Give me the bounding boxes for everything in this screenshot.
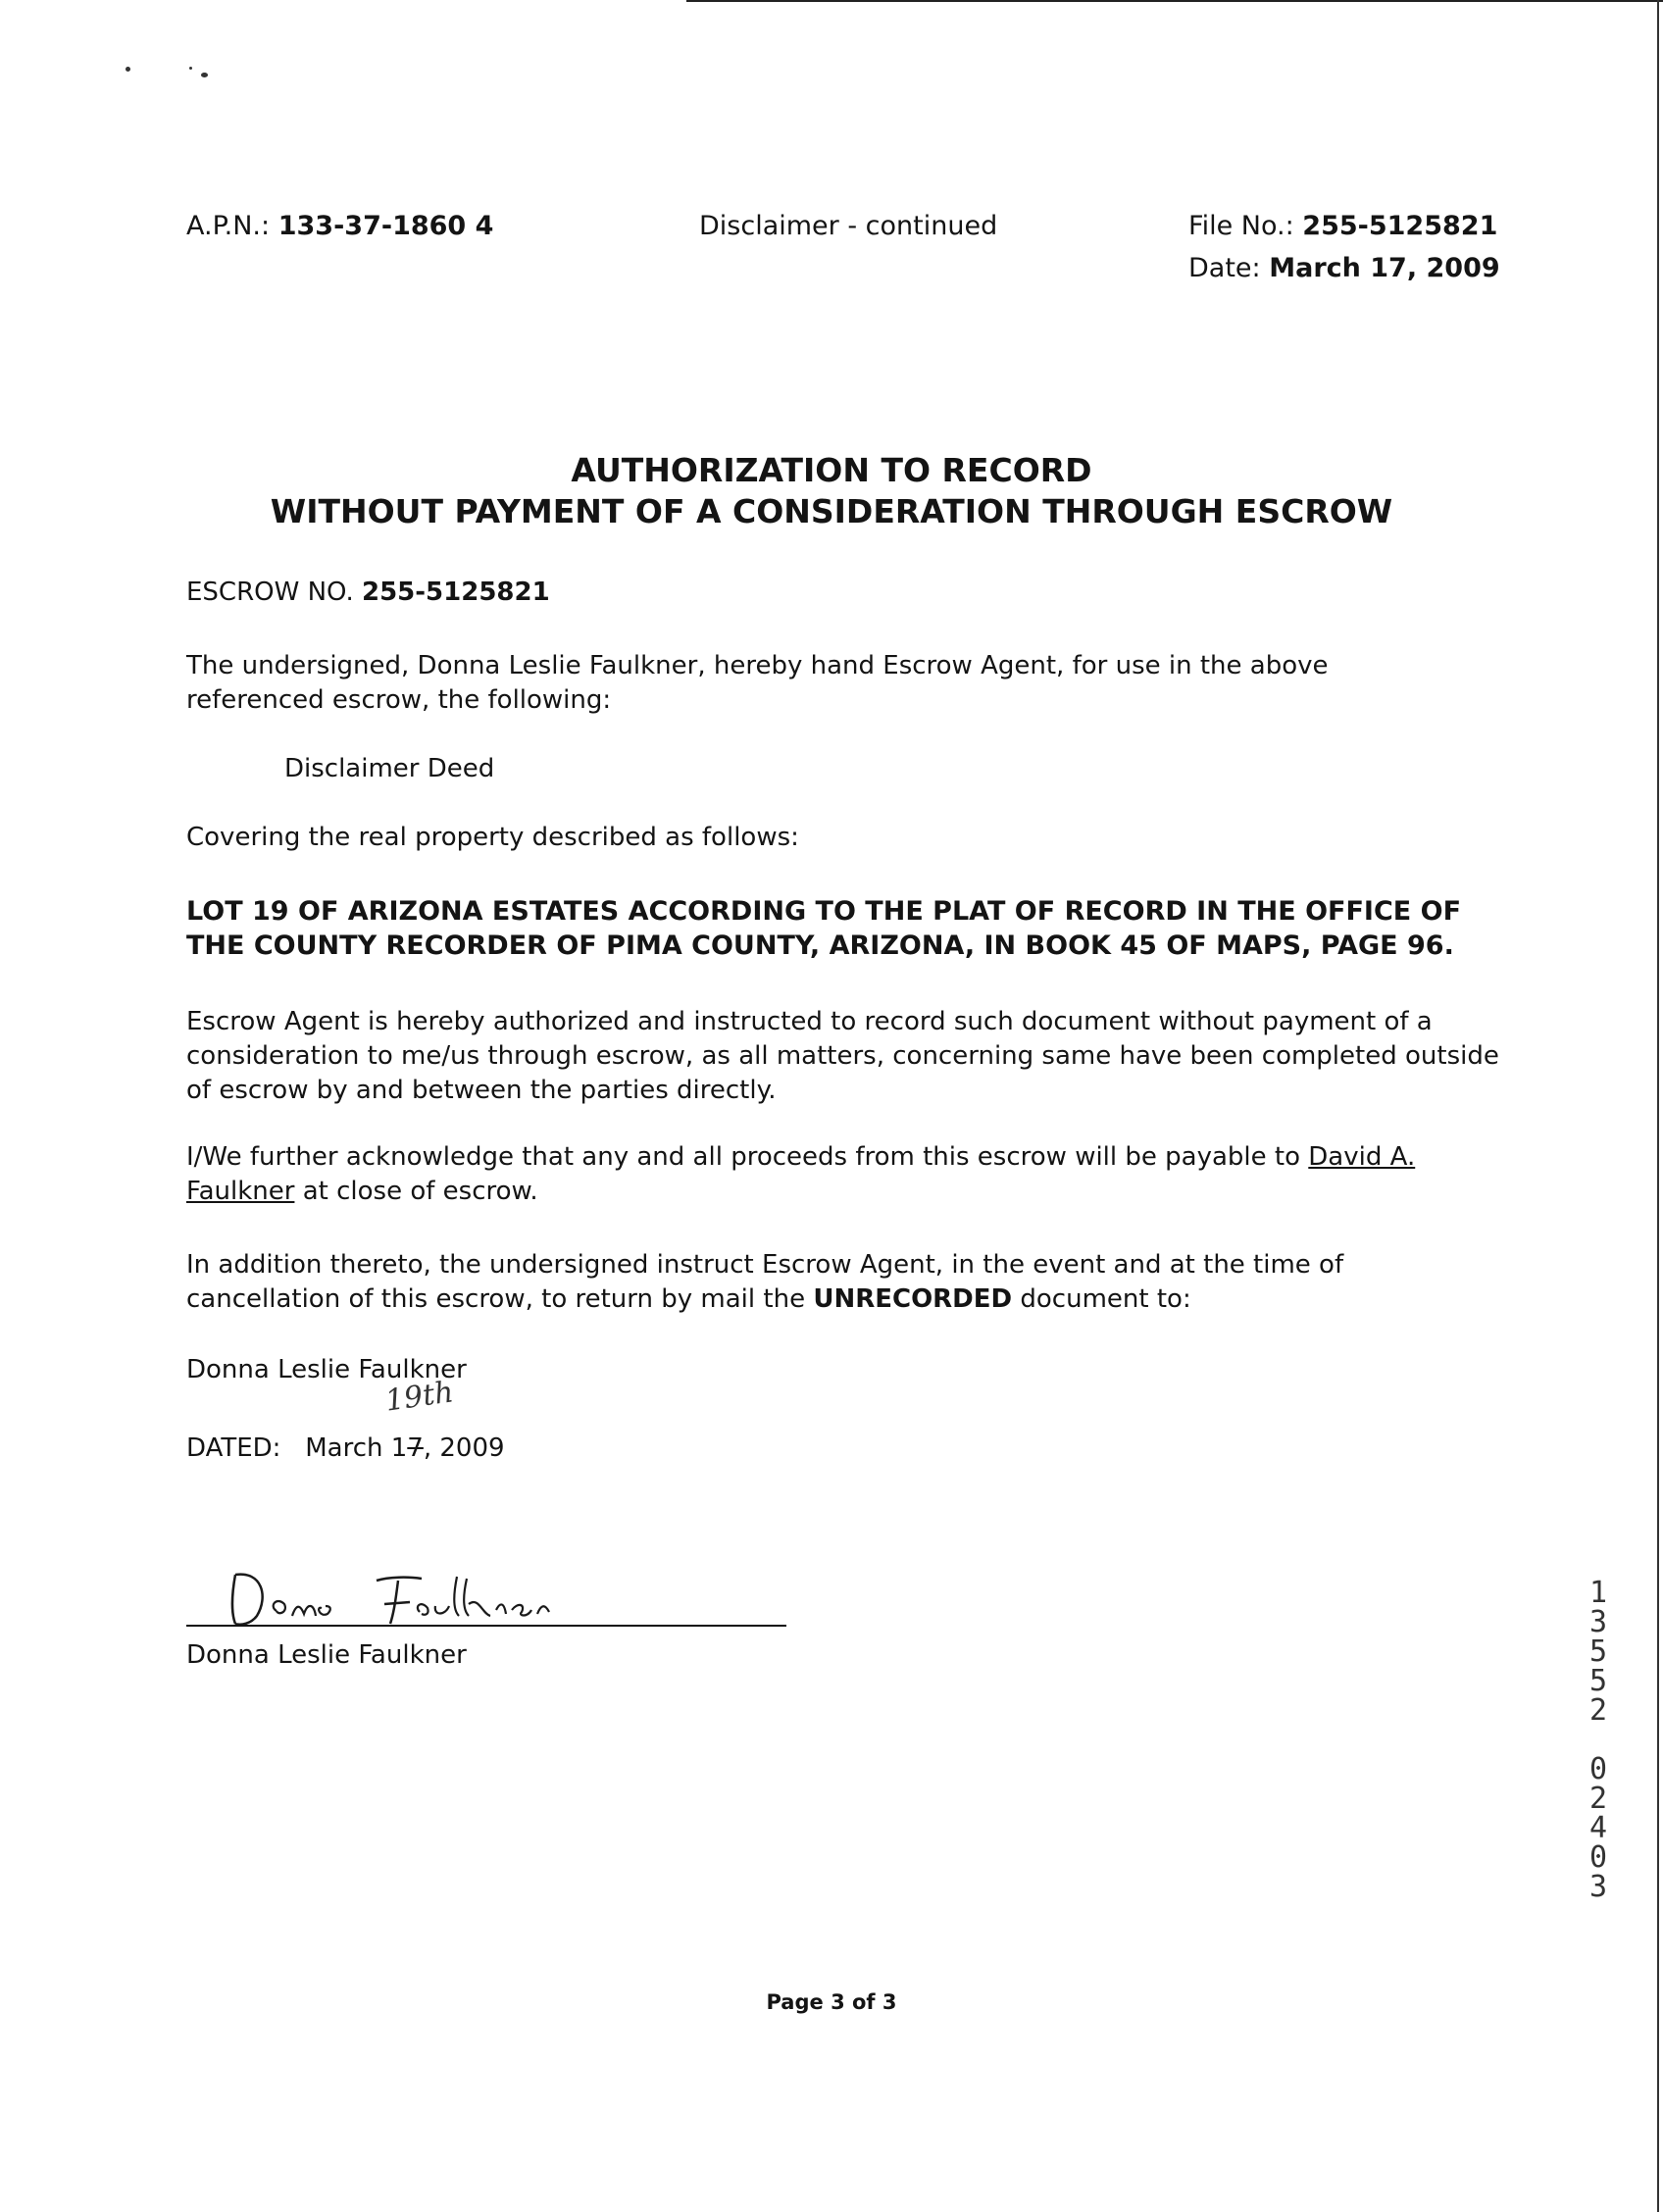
scan-speck <box>126 67 130 72</box>
apn <box>186 213 493 239</box>
authorization-paragraph: Escrow Agent is hereby authorized and instructed to record such document without payment of a consideration to me/us through escrow, as all matters, concerning same have been completed outside of escrow by and between the parties directly. <box>186 1007 1499 1105</box>
covering-text: Covering the real property described as follows: <box>186 823 799 852</box>
dated-line: DATED: March 17, 2009 <box>186 1433 505 1463</box>
legal-description: LOT 19 OF ARIZONA ESTATES ACCORDING TO THE PLAT OF RECORD IN THE OFFICE OF THE COUNTY RECORDER OF PIMA COUNTY, ARIZONA, IN BOOK 45 OF MAPS, PAGE 96. <box>186 896 1462 961</box>
recording-stamp: 1 3 5 5 2 0 2 4 0 3 <box>1588 1576 1608 1904</box>
scan-edge-top <box>686 0 1663 2</box>
struck-digit: 7 <box>407 1433 424 1463</box>
dated-label: DATED: <box>186 1433 281 1463</box>
document-name: Disclaimer Deed <box>284 754 495 783</box>
file-label: File No.: <box>1188 211 1294 241</box>
return-paragraph: In addition thereto, the undersigned instruct Escrow Agent, in the event and at the time of cancellation of this escrow, to return by mail the UNRECORDED document to: <box>186 1250 1344 1314</box>
page-number: Page 3 of 3 <box>766 1990 897 2014</box>
payee-name: David A. Faulkner <box>186 1142 1416 1206</box>
date-label: Date: <box>1188 253 1261 283</box>
file-number <box>1188 213 1497 239</box>
scan-speck <box>189 67 192 70</box>
scan-edge-right <box>1657 0 1659 2212</box>
date-correction-handwriting: 19th <box>382 1375 456 1419</box>
escrow-label: ESCROW NO. <box>186 578 354 607</box>
section-label: Disclaimer - continued <box>699 211 998 241</box>
signer-printed-name: Donna Leslie Faulkner <box>186 1640 467 1670</box>
proceeds-paragraph: I/We further acknowledge that any and all proceeds from this escrow will be payable to David A. Faulkner at close of escrow. <box>186 1142 1416 1206</box>
title-line-1: AUTHORIZATION TO RECORD <box>571 451 1092 489</box>
signature-graphic <box>218 1567 630 1632</box>
signature-line <box>186 1625 786 1627</box>
header-date <box>1188 255 1500 281</box>
date-value: March 17, 2009 <box>1269 253 1500 283</box>
file-value: 255-5125821 <box>1302 211 1498 241</box>
escrow-value: 255-5125821 <box>361 578 550 607</box>
document-title <box>0 450 1663 532</box>
apn-value: 133-37-1860 4 <box>277 211 494 241</box>
apn-label: A.P.N.: <box>186 211 271 241</box>
unrecorded-label: UNRECORDED <box>813 1284 1013 1314</box>
return-name: Donna Leslie Faulkner <box>186 1355 467 1384</box>
scan-speck <box>201 73 208 77</box>
intro-paragraph: The undersigned, Donna Leslie Faulkner, hereby hand Escrow Agent, for use in the above referenced escrow, the following: <box>186 651 1329 715</box>
escrow-number <box>186 576 1490 610</box>
title-line-2: WITHOUT PAYMENT OF A CONSIDERATION THROUGH ESCROW <box>270 492 1393 530</box>
